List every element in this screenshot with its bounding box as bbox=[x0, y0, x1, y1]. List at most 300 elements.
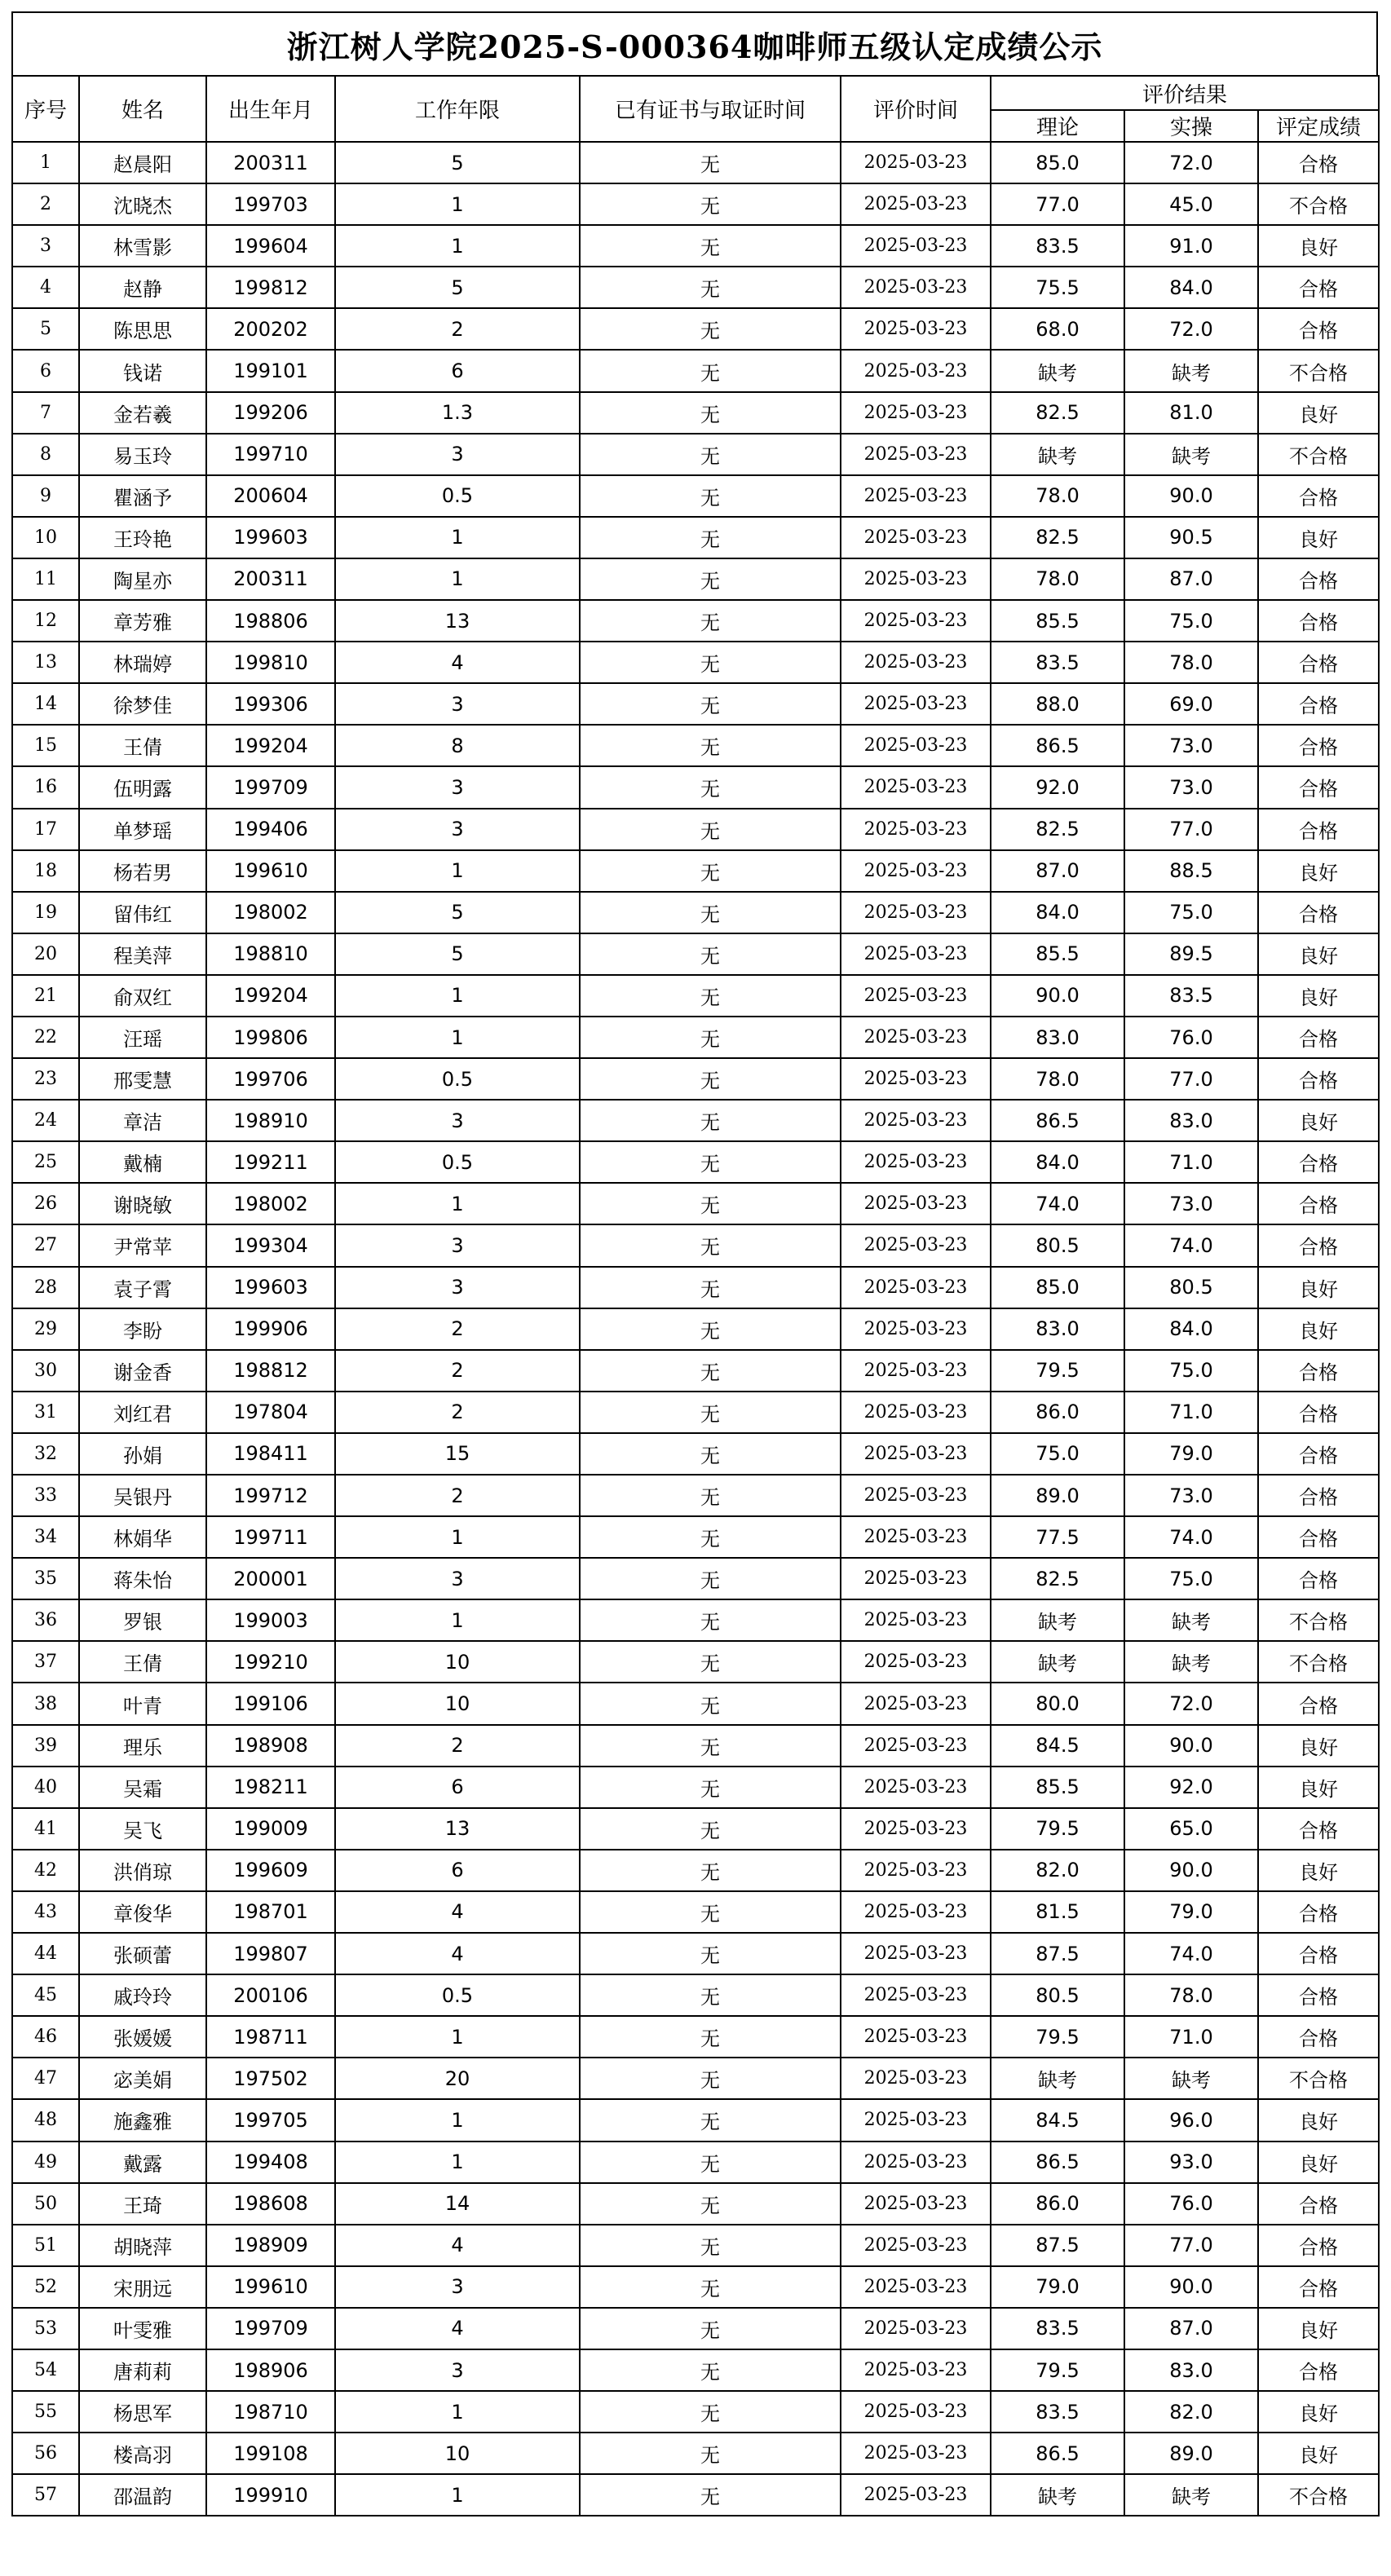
cell-grade: 良好 bbox=[1258, 1850, 1379, 1891]
cell-practice: 77.0 bbox=[1124, 2225, 1258, 2266]
cell-date: 2025-03-23 bbox=[841, 1891, 991, 1933]
cell-name: 尹常苹 bbox=[79, 1224, 206, 1266]
cell-seq: 4 bbox=[12, 267, 79, 308]
cell-birth: 198711 bbox=[206, 2016, 335, 2058]
cell-birth: 197502 bbox=[206, 2058, 335, 2099]
cell-name: 宓美娟 bbox=[79, 2058, 206, 2099]
cell-practice: 79.0 bbox=[1124, 1891, 1258, 1933]
cell-date: 2025-03-23 bbox=[841, 1850, 991, 1891]
cell-years: 10 bbox=[335, 1641, 580, 1683]
cell-theory: 87.5 bbox=[991, 2225, 1124, 2266]
cell-seq: 32 bbox=[12, 1433, 79, 1475]
cell-years: 2 bbox=[335, 1392, 580, 1433]
cell-name: 王琦 bbox=[79, 2183, 206, 2225]
cell-grade: 良好 bbox=[1258, 850, 1379, 892]
table-row bbox=[12, 183, 1379, 225]
cell-date: 2025-03-23 bbox=[841, 2391, 991, 2433]
table-body bbox=[12, 142, 1379, 2516]
cell-birth: 199906 bbox=[206, 1308, 335, 1350]
cell-name: 陈思思 bbox=[79, 308, 206, 350]
cell-practice: 74.0 bbox=[1124, 1516, 1258, 1558]
cell-theory: 82.5 bbox=[991, 517, 1124, 558]
cell-practice: 83.0 bbox=[1124, 2349, 1258, 2391]
cell-name: 伍明露 bbox=[79, 766, 206, 808]
cell-cert: 无 bbox=[580, 2349, 841, 2391]
header-name: 姓名 bbox=[79, 76, 206, 142]
cell-seq: 37 bbox=[12, 1641, 79, 1683]
table-row bbox=[12, 1683, 1379, 1724]
cell-years: 3 bbox=[335, 1100, 580, 1141]
cell-years: 5 bbox=[335, 892, 580, 933]
cell-name: 赵静 bbox=[79, 267, 206, 308]
cell-date: 2025-03-23 bbox=[841, 725, 991, 766]
cell-name: 林雪影 bbox=[79, 225, 206, 267]
table-row bbox=[12, 2433, 1379, 2474]
cell-years: 3 bbox=[335, 2349, 580, 2391]
cell-cert: 无 bbox=[580, 1183, 841, 1224]
cell-birth: 198002 bbox=[206, 1183, 335, 1224]
cell-seq: 15 bbox=[12, 725, 79, 766]
header-result: 评价结果 bbox=[991, 76, 1379, 110]
cell-years: 3 bbox=[335, 2266, 580, 2308]
table-row bbox=[12, 766, 1379, 808]
cell-date: 2025-03-23 bbox=[841, 225, 991, 267]
cell-grade: 良好 bbox=[1258, 2099, 1379, 2141]
cell-seq: 48 bbox=[12, 2099, 79, 2141]
table-row bbox=[12, 1850, 1379, 1891]
cell-practice: 83.0 bbox=[1124, 1100, 1258, 1141]
cell-theory: 87.5 bbox=[991, 1933, 1124, 1974]
table-row bbox=[12, 1100, 1379, 1141]
cell-name: 赵晨阳 bbox=[79, 142, 206, 183]
cell-grade: 良好 bbox=[1258, 933, 1379, 975]
cell-date: 2025-03-23 bbox=[841, 2016, 991, 2058]
cell-birth: 199210 bbox=[206, 1641, 335, 1683]
cell-seq: 14 bbox=[12, 683, 79, 725]
cell-cert: 无 bbox=[580, 225, 841, 267]
cell-grade: 合格 bbox=[1258, 892, 1379, 933]
cell-grade: 合格 bbox=[1258, 1891, 1379, 1933]
cell-grade: 不合格 bbox=[1258, 350, 1379, 391]
cell-seq: 41 bbox=[12, 1808, 79, 1850]
cell-birth: 199709 bbox=[206, 766, 335, 808]
cell-years: 2 bbox=[335, 1725, 580, 1767]
cell-seq: 38 bbox=[12, 1683, 79, 1724]
cell-theory: 80.5 bbox=[991, 1974, 1124, 2016]
cell-grade: 合格 bbox=[1258, 2266, 1379, 2308]
cell-seq: 56 bbox=[12, 2433, 79, 2474]
cell-birth: 199406 bbox=[206, 809, 335, 850]
cell-practice: 90.0 bbox=[1124, 2266, 1258, 2308]
cell-grade: 合格 bbox=[1258, 1433, 1379, 1475]
cell-name: 章芳雅 bbox=[79, 600, 206, 642]
cell-cert: 无 bbox=[580, 392, 841, 434]
cell-theory: 85.5 bbox=[991, 1767, 1124, 1808]
cell-theory: 78.0 bbox=[991, 475, 1124, 517]
cell-date: 2025-03-23 bbox=[841, 2474, 991, 2516]
cell-seq: 5 bbox=[12, 308, 79, 350]
cell-theory: 83.0 bbox=[991, 1308, 1124, 1350]
cell-theory: 86.5 bbox=[991, 2142, 1124, 2183]
cell-theory: 83.0 bbox=[991, 1017, 1124, 1058]
cell-grade: 良好 bbox=[1258, 517, 1379, 558]
cell-seq: 40 bbox=[12, 1767, 79, 1808]
cell-birth: 198910 bbox=[206, 1100, 335, 1141]
cell-date: 2025-03-23 bbox=[841, 308, 991, 350]
cell-birth: 198906 bbox=[206, 2349, 335, 2391]
cell-theory: 83.5 bbox=[991, 225, 1124, 267]
cell-name: 戚玲玲 bbox=[79, 1974, 206, 2016]
cell-birth: 200001 bbox=[206, 1558, 335, 1599]
cell-cert: 无 bbox=[580, 308, 841, 350]
cell-years: 1 bbox=[335, 2099, 580, 2141]
cell-years: 6 bbox=[335, 1850, 580, 1891]
cell-practice: 87.0 bbox=[1124, 2308, 1258, 2349]
cell-theory: 82.5 bbox=[991, 809, 1124, 850]
cell-name: 吴霜 bbox=[79, 1767, 206, 1808]
cell-grade: 合格 bbox=[1258, 2016, 1379, 2058]
cell-seq: 2 bbox=[12, 183, 79, 225]
cell-date: 2025-03-23 bbox=[841, 2142, 991, 2183]
cell-years: 13 bbox=[335, 1808, 580, 1850]
cell-name: 谢晓敏 bbox=[79, 1183, 206, 1224]
cell-practice: 89.5 bbox=[1124, 933, 1258, 975]
table-row bbox=[12, 1767, 1379, 1808]
cell-theory: 80.5 bbox=[991, 1224, 1124, 1266]
table-row bbox=[12, 1308, 1379, 1350]
cell-grade: 合格 bbox=[1258, 600, 1379, 642]
cell-grade: 不合格 bbox=[1258, 2474, 1379, 2516]
table-row bbox=[12, 1224, 1379, 1266]
cell-theory: 87.0 bbox=[991, 850, 1124, 892]
cell-seq: 11 bbox=[12, 558, 79, 600]
cell-birth: 198710 bbox=[206, 2391, 335, 2433]
table-row bbox=[12, 2099, 1379, 2141]
cell-date: 2025-03-23 bbox=[841, 1475, 991, 1516]
cell-cert: 无 bbox=[580, 1392, 841, 1433]
cell-cert: 无 bbox=[580, 1308, 841, 1350]
table-row bbox=[12, 517, 1379, 558]
cell-seq: 27 bbox=[12, 1224, 79, 1266]
cell-grade: 合格 bbox=[1258, 2183, 1379, 2225]
cell-practice: 82.0 bbox=[1124, 2391, 1258, 2433]
cell-cert: 无 bbox=[580, 2308, 841, 2349]
cell-birth: 199710 bbox=[206, 434, 335, 475]
cell-seq: 3 bbox=[12, 225, 79, 267]
cell-name: 杨思军 bbox=[79, 2391, 206, 2433]
cell-date: 2025-03-23 bbox=[841, 683, 991, 725]
cell-seq: 34 bbox=[12, 1516, 79, 1558]
cell-seq: 45 bbox=[12, 1974, 79, 2016]
header-birth: 出生年月 bbox=[206, 76, 335, 142]
cell-theory: 82.0 bbox=[991, 1850, 1124, 1891]
cell-date: 2025-03-23 bbox=[841, 600, 991, 642]
cell-years: 1 bbox=[335, 558, 580, 600]
cell-years: 4 bbox=[335, 642, 580, 683]
table-row bbox=[12, 1725, 1379, 1767]
cell-name: 叶雯雅 bbox=[79, 2308, 206, 2349]
cell-years: 3 bbox=[335, 683, 580, 725]
cell-seq: 39 bbox=[12, 1725, 79, 1767]
table-row bbox=[12, 1933, 1379, 1974]
cell-grade: 合格 bbox=[1258, 2225, 1379, 2266]
cell-theory: 84.0 bbox=[991, 1141, 1124, 1183]
cell-name: 程美萍 bbox=[79, 933, 206, 975]
cell-date: 2025-03-23 bbox=[841, 2099, 991, 2141]
cell-cert: 无 bbox=[580, 558, 841, 600]
table-row bbox=[12, 350, 1379, 391]
cell-date: 2025-03-23 bbox=[841, 1308, 991, 1350]
cell-name: 章俊华 bbox=[79, 1891, 206, 1933]
header-theory: 理论 bbox=[991, 110, 1124, 142]
cell-date: 2025-03-23 bbox=[841, 1767, 991, 1808]
table-row bbox=[12, 1475, 1379, 1516]
cell-name: 理乐 bbox=[79, 1725, 206, 1767]
cell-name: 张硕蕾 bbox=[79, 1933, 206, 1974]
cell-grade: 良好 bbox=[1258, 975, 1379, 1017]
cell-date: 2025-03-23 bbox=[841, 892, 991, 933]
cell-grade: 良好 bbox=[1258, 2391, 1379, 2433]
cell-years: 6 bbox=[335, 1767, 580, 1808]
cell-practice: 75.0 bbox=[1124, 892, 1258, 933]
cell-theory: 86.5 bbox=[991, 725, 1124, 766]
cell-grade: 良好 bbox=[1258, 1725, 1379, 1767]
cell-theory: 79.5 bbox=[991, 1808, 1124, 1850]
cell-seq: 6 bbox=[12, 350, 79, 391]
cell-name: 楼高羽 bbox=[79, 2433, 206, 2474]
cell-cert: 无 bbox=[580, 850, 841, 892]
cell-theory: 86.0 bbox=[991, 2183, 1124, 2225]
cell-theory: 缺考 bbox=[991, 2058, 1124, 2099]
cell-theory: 83.5 bbox=[991, 2308, 1124, 2349]
cell-practice: 90.0 bbox=[1124, 1850, 1258, 1891]
cell-theory: 86.5 bbox=[991, 1100, 1124, 1141]
cell-seq: 33 bbox=[12, 1475, 79, 1516]
cell-seq: 19 bbox=[12, 892, 79, 933]
table-row bbox=[12, 2266, 1379, 2308]
cell-cert: 无 bbox=[580, 2099, 841, 2141]
cell-cert: 无 bbox=[580, 434, 841, 475]
cell-date: 2025-03-23 bbox=[841, 1558, 991, 1599]
cell-date: 2025-03-23 bbox=[841, 1224, 991, 1266]
cell-seq: 31 bbox=[12, 1392, 79, 1433]
cell-grade: 良好 bbox=[1258, 1308, 1379, 1350]
table-row bbox=[12, 725, 1379, 766]
cell-seq: 35 bbox=[12, 1558, 79, 1599]
cell-theory: 79.0 bbox=[991, 2266, 1124, 2308]
cell-cert: 无 bbox=[580, 2058, 841, 2099]
cell-grade: 合格 bbox=[1258, 1974, 1379, 2016]
cell-practice: 缺考 bbox=[1124, 2474, 1258, 2516]
cell-cert: 无 bbox=[580, 2391, 841, 2433]
cell-date: 2025-03-23 bbox=[841, 1433, 991, 1475]
cell-theory: 缺考 bbox=[991, 1641, 1124, 1683]
cell-cert: 无 bbox=[580, 1683, 841, 1724]
cell-practice: 91.0 bbox=[1124, 225, 1258, 267]
cell-practice: 75.0 bbox=[1124, 1558, 1258, 1599]
cell-name: 徐梦佳 bbox=[79, 683, 206, 725]
table-row bbox=[12, 1433, 1379, 1475]
cell-years: 1 bbox=[335, 1599, 580, 1641]
cell-date: 2025-03-23 bbox=[841, 1350, 991, 1392]
cell-years: 1.3 bbox=[335, 392, 580, 434]
cell-name: 罗银 bbox=[79, 1599, 206, 1641]
cell-seq: 55 bbox=[12, 2391, 79, 2433]
cell-seq: 23 bbox=[12, 1058, 79, 1100]
cell-years: 10 bbox=[335, 1683, 580, 1724]
cell-name: 施鑫雅 bbox=[79, 2099, 206, 2141]
cell-birth: 199609 bbox=[206, 1850, 335, 1891]
cell-seq: 29 bbox=[12, 1308, 79, 1350]
cell-practice: 75.0 bbox=[1124, 600, 1258, 642]
header-eval-time: 评价时间 bbox=[841, 76, 991, 142]
cell-practice: 78.0 bbox=[1124, 642, 1258, 683]
cell-cert: 无 bbox=[580, 933, 841, 975]
table-row bbox=[12, 1808, 1379, 1850]
cell-practice: 90.5 bbox=[1124, 517, 1258, 558]
cell-practice: 76.0 bbox=[1124, 1017, 1258, 1058]
cell-birth: 199408 bbox=[206, 2142, 335, 2183]
table-row bbox=[12, 933, 1379, 975]
cell-name: 戴楠 bbox=[79, 1141, 206, 1183]
cell-theory: 84.0 bbox=[991, 892, 1124, 933]
cell-name: 章洁 bbox=[79, 1100, 206, 1141]
cell-birth: 198806 bbox=[206, 600, 335, 642]
cell-name: 张媛媛 bbox=[79, 2016, 206, 2058]
cell-years: 1 bbox=[335, 1017, 580, 1058]
cell-theory: 缺考 bbox=[991, 1599, 1124, 1641]
cell-name: 戴露 bbox=[79, 2142, 206, 2183]
cell-date: 2025-03-23 bbox=[841, 1683, 991, 1724]
cell-years: 5 bbox=[335, 142, 580, 183]
cell-theory: 82.5 bbox=[991, 1558, 1124, 1599]
cell-theory: 89.0 bbox=[991, 1475, 1124, 1516]
cell-date: 2025-03-23 bbox=[841, 183, 991, 225]
table-row bbox=[12, 2349, 1379, 2391]
cell-years: 4 bbox=[335, 1891, 580, 1933]
cell-cert: 无 bbox=[580, 267, 841, 308]
cell-grade: 合格 bbox=[1258, 683, 1379, 725]
cell-cert: 无 bbox=[580, 1058, 841, 1100]
cell-practice: 71.0 bbox=[1124, 1141, 1258, 1183]
cell-cert: 无 bbox=[580, 1516, 841, 1558]
cell-practice: 72.0 bbox=[1124, 308, 1258, 350]
cell-cert: 无 bbox=[580, 642, 841, 683]
table-row bbox=[12, 267, 1379, 308]
cell-cert: 无 bbox=[580, 1433, 841, 1475]
cell-cert: 无 bbox=[580, 1100, 841, 1141]
cell-date: 2025-03-23 bbox=[841, 809, 991, 850]
cell-date: 2025-03-23 bbox=[841, 1017, 991, 1058]
cell-theory: 79.5 bbox=[991, 2349, 1124, 2391]
table-row bbox=[12, 392, 1379, 434]
cell-cert: 无 bbox=[580, 892, 841, 933]
table-row bbox=[12, 1516, 1379, 1558]
cell-name: 王倩 bbox=[79, 1641, 206, 1683]
cell-name: 刘红君 bbox=[79, 1392, 206, 1433]
cell-practice: 73.0 bbox=[1124, 1183, 1258, 1224]
cell-date: 2025-03-23 bbox=[841, 1392, 991, 1433]
cell-date: 2025-03-23 bbox=[841, 2225, 991, 2266]
cell-years: 1 bbox=[335, 975, 580, 1017]
cell-theory: 77.0 bbox=[991, 183, 1124, 225]
cell-theory: 80.0 bbox=[991, 1683, 1124, 1724]
cell-practice: 90.0 bbox=[1124, 475, 1258, 517]
cell-years: 2 bbox=[335, 1350, 580, 1392]
cell-theory: 75.0 bbox=[991, 1433, 1124, 1475]
cell-practice: 77.0 bbox=[1124, 809, 1258, 850]
header-years: 工作年限 bbox=[335, 76, 580, 142]
cell-years: 0.5 bbox=[335, 1058, 580, 1100]
cell-years: 0.5 bbox=[335, 1974, 580, 2016]
cell-date: 2025-03-23 bbox=[841, 1267, 991, 1308]
cell-cert: 无 bbox=[580, 1933, 841, 1974]
cell-theory: 74.0 bbox=[991, 1183, 1124, 1224]
cell-years: 1 bbox=[335, 225, 580, 267]
table-header bbox=[12, 76, 1379, 142]
cell-theory: 85.5 bbox=[991, 933, 1124, 975]
cell-date: 2025-03-23 bbox=[841, 475, 991, 517]
table-row bbox=[12, 2391, 1379, 2433]
cell-seq: 18 bbox=[12, 850, 79, 892]
cell-cert: 无 bbox=[580, 1475, 841, 1516]
cell-practice: 73.0 bbox=[1124, 725, 1258, 766]
cell-grade: 合格 bbox=[1258, 1350, 1379, 1392]
cell-date: 2025-03-23 bbox=[841, 1516, 991, 1558]
cell-name: 留伟红 bbox=[79, 892, 206, 933]
cell-grade: 不合格 bbox=[1258, 1641, 1379, 1683]
results-table bbox=[11, 75, 1380, 2516]
table-row bbox=[12, 2183, 1379, 2225]
cell-cert: 无 bbox=[580, 350, 841, 391]
cell-years: 1 bbox=[335, 2142, 580, 2183]
cell-cert: 无 bbox=[580, 1850, 841, 1891]
table-row bbox=[12, 2225, 1379, 2266]
cell-name: 杨若男 bbox=[79, 850, 206, 892]
table-row bbox=[12, 2308, 1379, 2349]
cell-practice: 90.0 bbox=[1124, 1725, 1258, 1767]
cell-cert: 无 bbox=[580, 1641, 841, 1683]
cell-grade: 不合格 bbox=[1258, 1599, 1379, 1641]
table-row bbox=[12, 2142, 1379, 2183]
cell-practice: 69.0 bbox=[1124, 683, 1258, 725]
cell-grade: 合格 bbox=[1258, 1933, 1379, 1974]
cell-cert: 无 bbox=[580, 1974, 841, 2016]
cell-name: 沈晓杰 bbox=[79, 183, 206, 225]
table-row bbox=[12, 1058, 1379, 1100]
cell-grade: 良好 bbox=[1258, 2308, 1379, 2349]
cell-seq: 49 bbox=[12, 2142, 79, 2183]
cell-years: 0.5 bbox=[335, 1141, 580, 1183]
cell-seq: 51 bbox=[12, 2225, 79, 2266]
cell-birth: 199306 bbox=[206, 683, 335, 725]
cell-years: 0.5 bbox=[335, 475, 580, 517]
cell-date: 2025-03-23 bbox=[841, 2058, 991, 2099]
cell-years: 1 bbox=[335, 183, 580, 225]
cell-practice: 缺考 bbox=[1124, 434, 1258, 475]
cell-years: 1 bbox=[335, 1516, 580, 1558]
cell-grade: 合格 bbox=[1258, 809, 1379, 850]
cell-years: 3 bbox=[335, 1224, 580, 1266]
table-row bbox=[12, 1350, 1379, 1392]
cell-practice: 83.5 bbox=[1124, 975, 1258, 1017]
table-row bbox=[12, 308, 1379, 350]
cell-theory: 缺考 bbox=[991, 2474, 1124, 2516]
cell-name: 吴银丹 bbox=[79, 1475, 206, 1516]
cell-practice: 88.5 bbox=[1124, 850, 1258, 892]
cell-years: 1 bbox=[335, 1183, 580, 1224]
cell-grade: 合格 bbox=[1258, 1683, 1379, 1724]
